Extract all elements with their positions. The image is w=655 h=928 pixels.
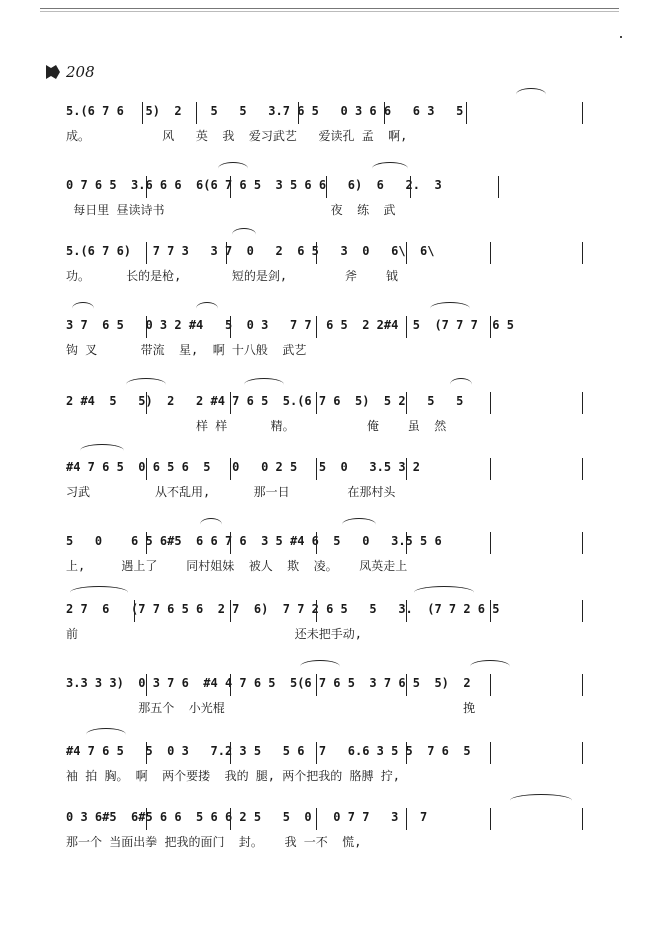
lyric-line: 样 样 精。 俺 虽 然 [66,419,447,433]
lyric-line: 上, 遇上了 同村姐妹 被人 欺 凌。 凤英走上 [66,559,408,573]
notation-line: 5.(6 7 6) 7 7 3 3 7 0 2 6 5 3 0 6\ 6\ [66,244,435,258]
lyric-line: 那五个 小光棍 挽 [66,701,476,715]
lyric-line: 功。 长的是枪, 短的是剑, 斧 钺 [66,269,398,283]
system-2 [66,172,586,232]
lyric-line: 每日里 昼读诗书 夜 练 武 [66,203,396,217]
notation-line: #4 7 6 5 0 6 5 6 5 0 0 2 5 5 0 3.5 3 2 [66,460,421,474]
system-3 [66,238,586,298]
lyric-line: 那一个 当面出拳 把我的面门 封。 我 一不 慌, [66,835,362,849]
lyric-line: 成。 风 英 我 爱习武艺 爱读孔 孟 啊, [66,129,408,143]
system-8 [66,596,586,656]
notation-line: 2 7 6 (7 7 6 5 6 2 7 6) 7 7 2 6 5 5 3. (7 7 2 6 5 [66,602,500,616]
notation-line: 0 3 6#5 6#5 6 6 5 6 6 2 5 5 0 0 7 7 3 7 [66,810,428,824]
lyric-line: 习武 从不乱用, 那一日 在那村头 [66,485,396,499]
system-1 [66,98,586,158]
system-10 [66,738,586,798]
system-11 [66,804,586,864]
page-number: 208 [66,63,95,81]
system-4 [66,312,586,372]
score [66,0,586,928]
lyric-line: 袖 拍 胸。 啊 两个要搂 我的 腿, 两个把我的 胳膊 拧, [66,769,400,783]
system-9 [66,670,586,730]
system-7 [66,528,586,588]
system-6 [66,454,586,514]
notation-line: #4 7 6 5 5 0 3 7.2 3 5 5 6 7 6.6 3 5 5 7 6 5 [66,744,471,758]
notation-line: 2 #4 5 5) 2 2 #4 7 6 5 5.(6 7 6 5) 5 2 5 5 [66,394,464,408]
lyric-line: 钩 叉 带流 星, 啊 十八般 武艺 [66,343,307,357]
notation-line: 5 0 6 5 6#5 6 6 7 6 3 5 #4 6 5 0 3.5 5 6 [66,534,442,548]
notation-line: 3 7 6 5 0 3 2 #4 5 0 3 7 7 6 5 2 2#4 5 (7 7 7 6 5 [66,318,514,332]
notation-line: 3.3 3 3) 0 3 7 6 #4 4 7 6 5 5(6 7 6 5 3 7 6 5 5) 2 [66,676,471,690]
lyric-line: 前 还未把手动, [66,627,362,641]
page-speck [620,36,622,38]
notation-line: 5.(6 7 6 5) 2 5 5 3.7 6 5 0 3 6 6 6 3 5 [66,104,464,118]
page-marker-icon [44,63,62,81]
notation-line: 0 7 6 5 3.6 6 6 6(6 7 6 5 3 5 6 6 6) 6 2. 3 [66,178,442,192]
system-5 [66,388,586,448]
